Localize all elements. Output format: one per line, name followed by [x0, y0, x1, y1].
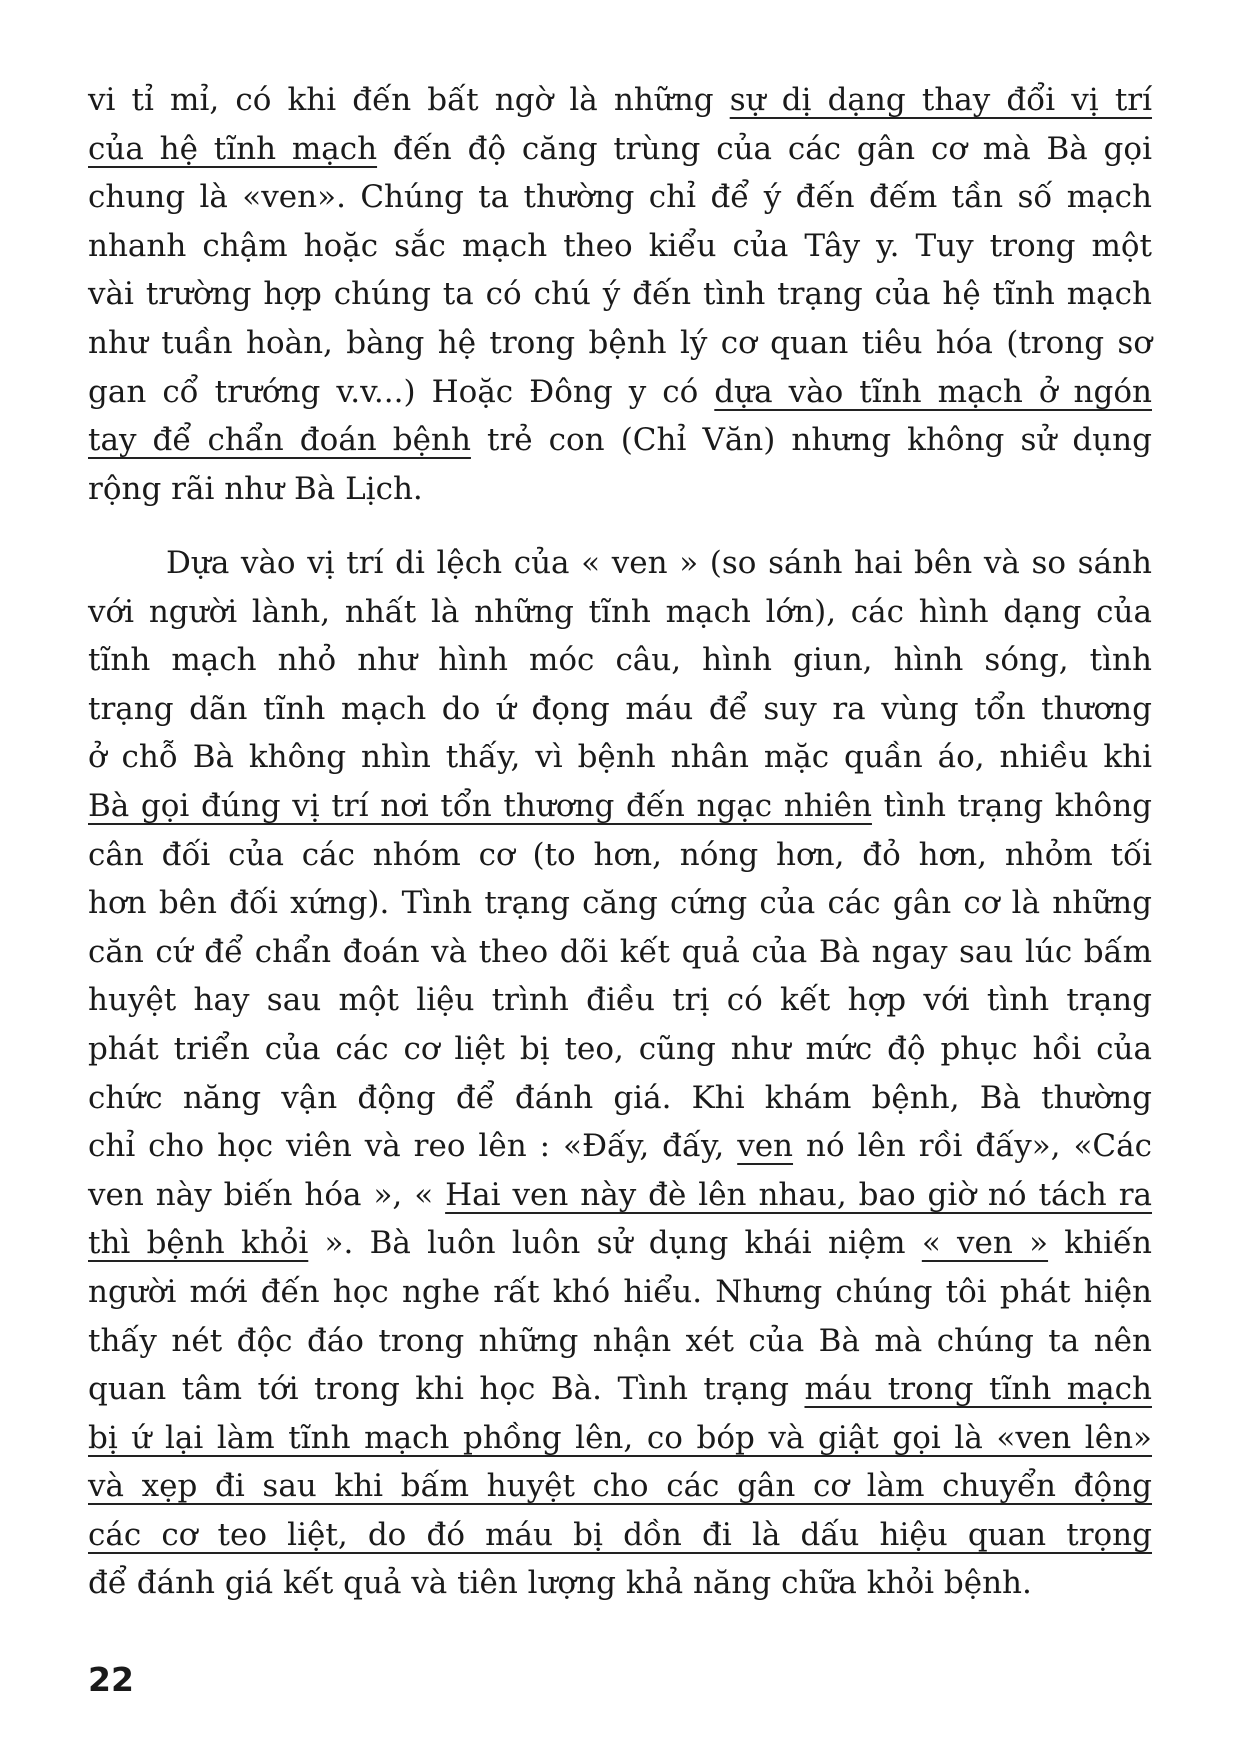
text-run: đến độ căng trùng của các gân cơ mà Bà gọi: [377, 130, 1152, 167]
text-line: [88, 782, 1152, 831]
text-line: [88, 976, 1152, 1025]
underlined-text-run: dựa vào tĩnh mạch ở ngón: [714, 373, 1152, 410]
text-run: để đánh giá kết quả và tiên lượng khả năng chữa khỏi bệnh.: [88, 1565, 1032, 1602]
text-line: [88, 125, 1152, 174]
text-line: [88, 1511, 1152, 1560]
text-line: [88, 173, 1152, 222]
text-run: thấy nét độc đáo trong những nhận xét của Bà mà chúng ta nên: [88, 1322, 1152, 1359]
text-line: [88, 1317, 1152, 1366]
text-line: [88, 222, 1152, 271]
text-run: tĩnh mạch nhỏ như hình móc câu, hình giun, hình sóng, tình: [88, 642, 1152, 679]
text-run: ». Bà luôn luôn sử dụng khái niệm: [308, 1225, 922, 1262]
text-line: [88, 1122, 1152, 1171]
underlined-text-run: bị ứ lại làm tĩnh mạch phồng lên, co bóp và giật gọi là «ven lên»: [88, 1419, 1152, 1456]
underlined-text-run: sự dị dạng thay đổi vị trí: [729, 82, 1153, 118]
text-line: [88, 465, 1152, 514]
text-line: [88, 539, 1152, 588]
text-run: nó lên rồi đấy», «Các: [793, 1128, 1152, 1165]
text-run: ven này biến hóa », «: [88, 1176, 446, 1213]
text-line: [88, 1025, 1152, 1074]
text-run: căn cứ để chẩn đoán và theo dõi kết quả của Bà ngay sau lúc bấm: [88, 933, 1152, 970]
text-line: [88, 270, 1152, 319]
text-run: vi tỉ mỉ, có khi đến bất ngờ là những: [88, 82, 730, 118]
underlined-text-run: Bà gọi đúng vị trí nơi tổn thương đến ngạc nhiên: [88, 787, 872, 824]
text-line: [88, 879, 1152, 928]
text-run: khiến: [1048, 1225, 1153, 1262]
text-run: phát triển của các cơ liệt bị teo, cũng như mức độ phục hồi của: [88, 1030, 1152, 1067]
text-line: [88, 831, 1152, 880]
underlined-text-run: các cơ teo liệt, do đó máu bị dồn đi là dấu hiệu quan trọng: [88, 1516, 1152, 1553]
text-run: hơn bên đối xứng). Tình trạng căng cứng của các gân cơ là những: [88, 885, 1152, 922]
text-run: như tuần hoàn, bàng hệ trong bệnh lý cơ quan tiêu hóa (trong sơ: [88, 324, 1152, 361]
text-line: [88, 1365, 1152, 1414]
underlined-text-run: của hệ tĩnh mạch: [88, 130, 378, 167]
text-run: tình trạng không: [871, 787, 1153, 824]
underlined-text-run: thì bệnh khỏi: [88, 1225, 309, 1262]
text-line: [88, 1559, 1152, 1608]
text-line: [88, 76, 1152, 125]
text-run: chung là «ven». Chúng ta thường chỉ để ý đến đếm tần số mạch: [88, 179, 1152, 216]
text-line: [88, 416, 1152, 465]
text-run: Dựa vào vị trí di lệch của « ven » (so sánh hai bên và so sánh: [166, 545, 1152, 581]
paragraph-1: [88, 76, 1152, 513]
text-line: [88, 636, 1152, 685]
text-run: chỉ cho học viên và reo lên : «Đấy, đấy,: [88, 1128, 738, 1165]
page-number: 22: [88, 1660, 134, 1699]
text-run: quan tâm tới trong khi học Bà. Tình trạng: [88, 1371, 805, 1408]
text-run: cân đối của các nhóm cơ (to hơn, nóng hơn, đỏ hơn, nhỏm tối: [88, 836, 1152, 873]
underlined-text-run: tay để chẩn đoán bệnh: [88, 422, 471, 459]
text-run: trẻ con (Chỉ Văn) nhưng không sử dụng: [470, 422, 1152, 459]
underlined-text-run: « ven »: [921, 1225, 1049, 1262]
text-run: ở chỗ Bà không nhìn thấy, vì bệnh nhân mặc quần áo, nhiều khi: [88, 739, 1152, 776]
text-line: [88, 685, 1152, 734]
paragraph-2: [88, 539, 1152, 1608]
text-line: [88, 733, 1152, 782]
text-run: gan cổ trướng v.v...) Hoặc Đông y có: [88, 373, 715, 410]
text-line: [88, 1414, 1152, 1463]
text-line: [88, 368, 1152, 417]
text-run: trạng dãn tĩnh mạch do ứ đọng máu để suy ra vùng tổn thương: [88, 690, 1152, 727]
text-run: vài trường hợp chúng ta có chú ý đến tình trạng của hệ tĩnh mạch: [88, 276, 1152, 313]
text-run: với người lành, nhất là những tĩnh mạch lớn), các hình dạng của: [88, 593, 1152, 630]
underlined-text-run: Hai ven này đè lên nhau, bao giờ nó tách ra: [445, 1176, 1152, 1213]
text-run: nhanh chậm hoặc sắc mạch theo kiểu của Tây y. Tuy trong một: [88, 227, 1152, 264]
text-run: người mới đến học nghe rất khó hiểu. Nhưng chúng tôi phát hiện: [88, 1273, 1152, 1310]
text-line: [88, 588, 1152, 637]
underlined-text-run: máu trong tĩnh mạch: [804, 1371, 1152, 1408]
text-line: [88, 1268, 1152, 1317]
text-line: [88, 1074, 1152, 1123]
text-run: huyệt hay sau một liệu trình điều trị có kết hợp với tình trạng: [88, 982, 1152, 1019]
text-run: rộng rãi như Bà Lịch.: [88, 470, 423, 507]
text-line: [88, 1171, 1152, 1220]
underlined-text-run: và xẹp đi sau khi bấm huyệt cho các gân cơ làm chuyển động: [88, 1468, 1152, 1505]
text-run: chức năng vận động để đánh giá. Khi khám bệnh, Bà thường: [88, 1079, 1152, 1116]
text-line: [88, 928, 1152, 977]
text-line: [88, 319, 1152, 368]
underlined-text-run: ven: [737, 1128, 794, 1165]
text-line: [88, 1462, 1152, 1511]
text-line: [88, 1219, 1152, 1268]
